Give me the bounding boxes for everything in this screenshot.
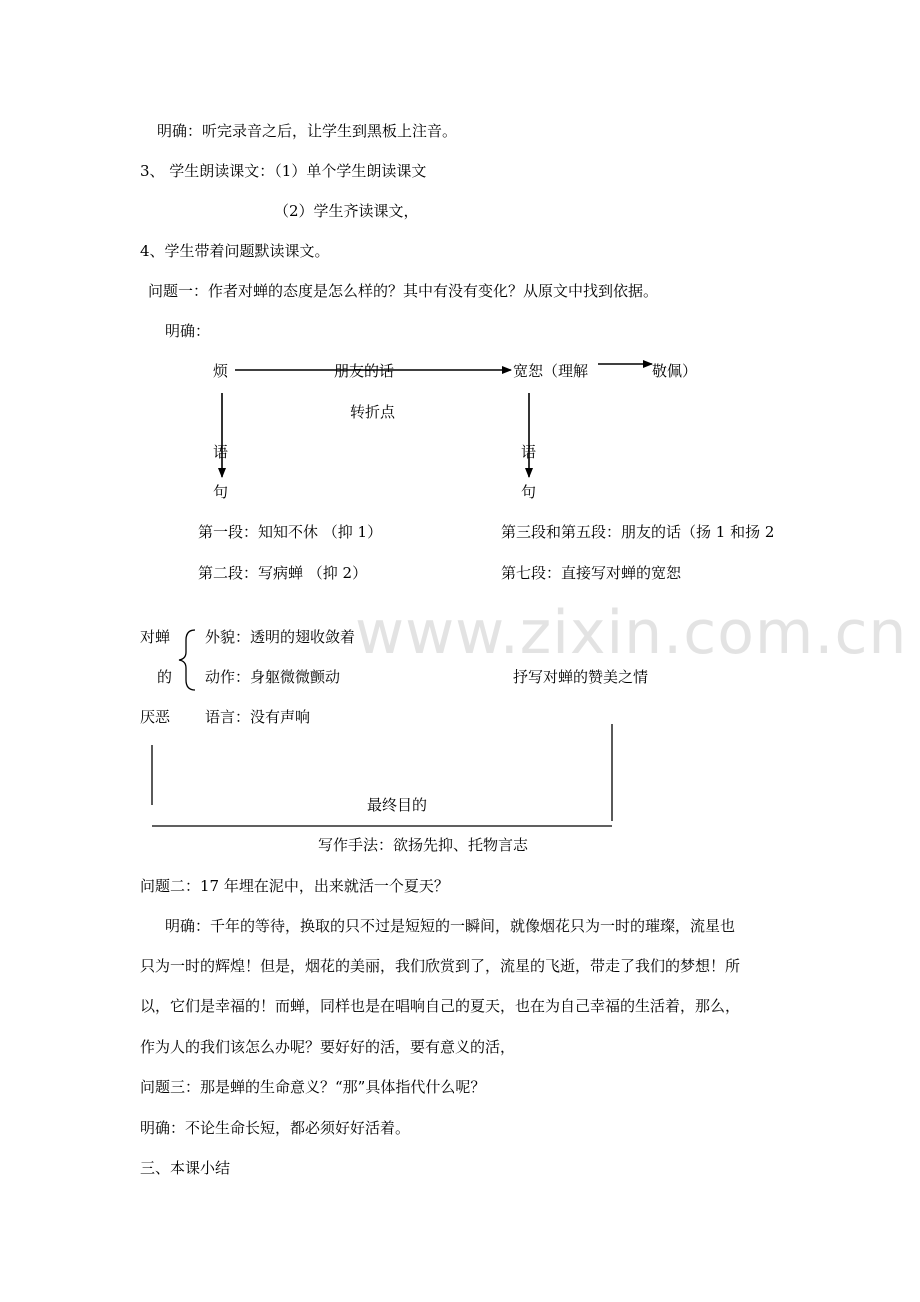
diagram-language: 语言：没有声响 bbox=[205, 708, 311, 726]
watermark: www.zixin.com.cn bbox=[355, 598, 908, 668]
text-question-3: 问题三：那是蝉的生命意义？“那”具体指代什么呢？ bbox=[140, 1078, 486, 1096]
diagram-kuanshu: 宽恕（理解 bbox=[513, 362, 589, 380]
text-answer-line-2: 只为一时的辉煌！但是，烟花的美丽，我们欣赏到了，流星的飞逝，带走了我们的梦想！所 bbox=[140, 957, 741, 975]
text-item-4: 4、学生带着问题默读课文。 bbox=[140, 242, 330, 260]
diagram-right-ju: 句 bbox=[521, 483, 537, 501]
text-mingque-2: 明确： bbox=[165, 322, 211, 340]
diagram-praise: 抒写对蝉的赞美之情 bbox=[513, 668, 649, 686]
diagram-pengyou: 朋友的话 bbox=[334, 362, 395, 380]
diagram-yanwu: 厌恶 bbox=[140, 708, 171, 726]
text-mingque-1: 明确：听完录音之后，让学生到黑板上注音。 bbox=[157, 122, 458, 140]
text-summary: 三、本课小结 bbox=[140, 1159, 231, 1177]
curly-brace bbox=[179, 630, 195, 690]
text-question-2: 问题二：17 年埋在泥中，出来就活一个夏天？ bbox=[140, 877, 449, 895]
text-question-1: 问题一：作者对蝉的态度是怎么样的？其中有没有变化？从原文中找到依据。 bbox=[148, 282, 659, 300]
diagram-turning-point: 转折点 bbox=[350, 403, 396, 421]
text-answer-line-4: 作为人的我们该怎么办呢？要好好的活，要有意义的活， bbox=[140, 1038, 516, 1056]
text-mingque-3: 明确：不论生命长短，都必须好好活着。 bbox=[140, 1119, 411, 1137]
diagram-para-2: 第二段：写病蝉 （抑 2） bbox=[198, 564, 368, 582]
text-answer-line-1: 明确：千年的等待，换取的只不过是短短的一瞬间，就像烟花只为一时的璀璨，流星也 bbox=[165, 917, 736, 935]
diagram-para-1: 第一段：知知不休 （抑 1） bbox=[198, 523, 383, 541]
diagram-action: 动作：身躯微微颤动 bbox=[205, 668, 341, 686]
diagram-left-yu: 语 bbox=[213, 443, 229, 461]
diagram-para-3: 第三段和第五段：朋友的话（扬 1 和扬 2 bbox=[501, 523, 775, 541]
text-item-3b: （2）学生齐读课文， bbox=[274, 202, 419, 220]
diagram-appearance: 外貌：透明的翅收敛着 bbox=[205, 628, 356, 646]
diagram-dui-chan: 对蝉 bbox=[140, 628, 171, 646]
diagram-right-yu: 语 bbox=[521, 443, 537, 461]
diagram-de: 的 bbox=[157, 668, 173, 686]
diagram-jingpei: 敬佩） bbox=[652, 362, 698, 380]
diagram-para-4: 第七段：直接写对蝉的宽恕 bbox=[501, 564, 682, 582]
text-item-3: 3、 学生朗读课文：（1）单个学生朗读课文 bbox=[140, 162, 427, 180]
diagram-technique: 写作手法：欲扬先抑、托物言志 bbox=[318, 836, 529, 854]
text-answer-line-3: 以，它们是幸福的！而蝉，同样也是在唱响自己的夏天，也在为自己幸福的生活着，那么， bbox=[140, 997, 741, 1015]
diagram-left-ju: 句 bbox=[213, 483, 229, 501]
diagram-goal: 最终目的 bbox=[367, 796, 428, 814]
diagram-fan: 烦 bbox=[213, 362, 229, 380]
